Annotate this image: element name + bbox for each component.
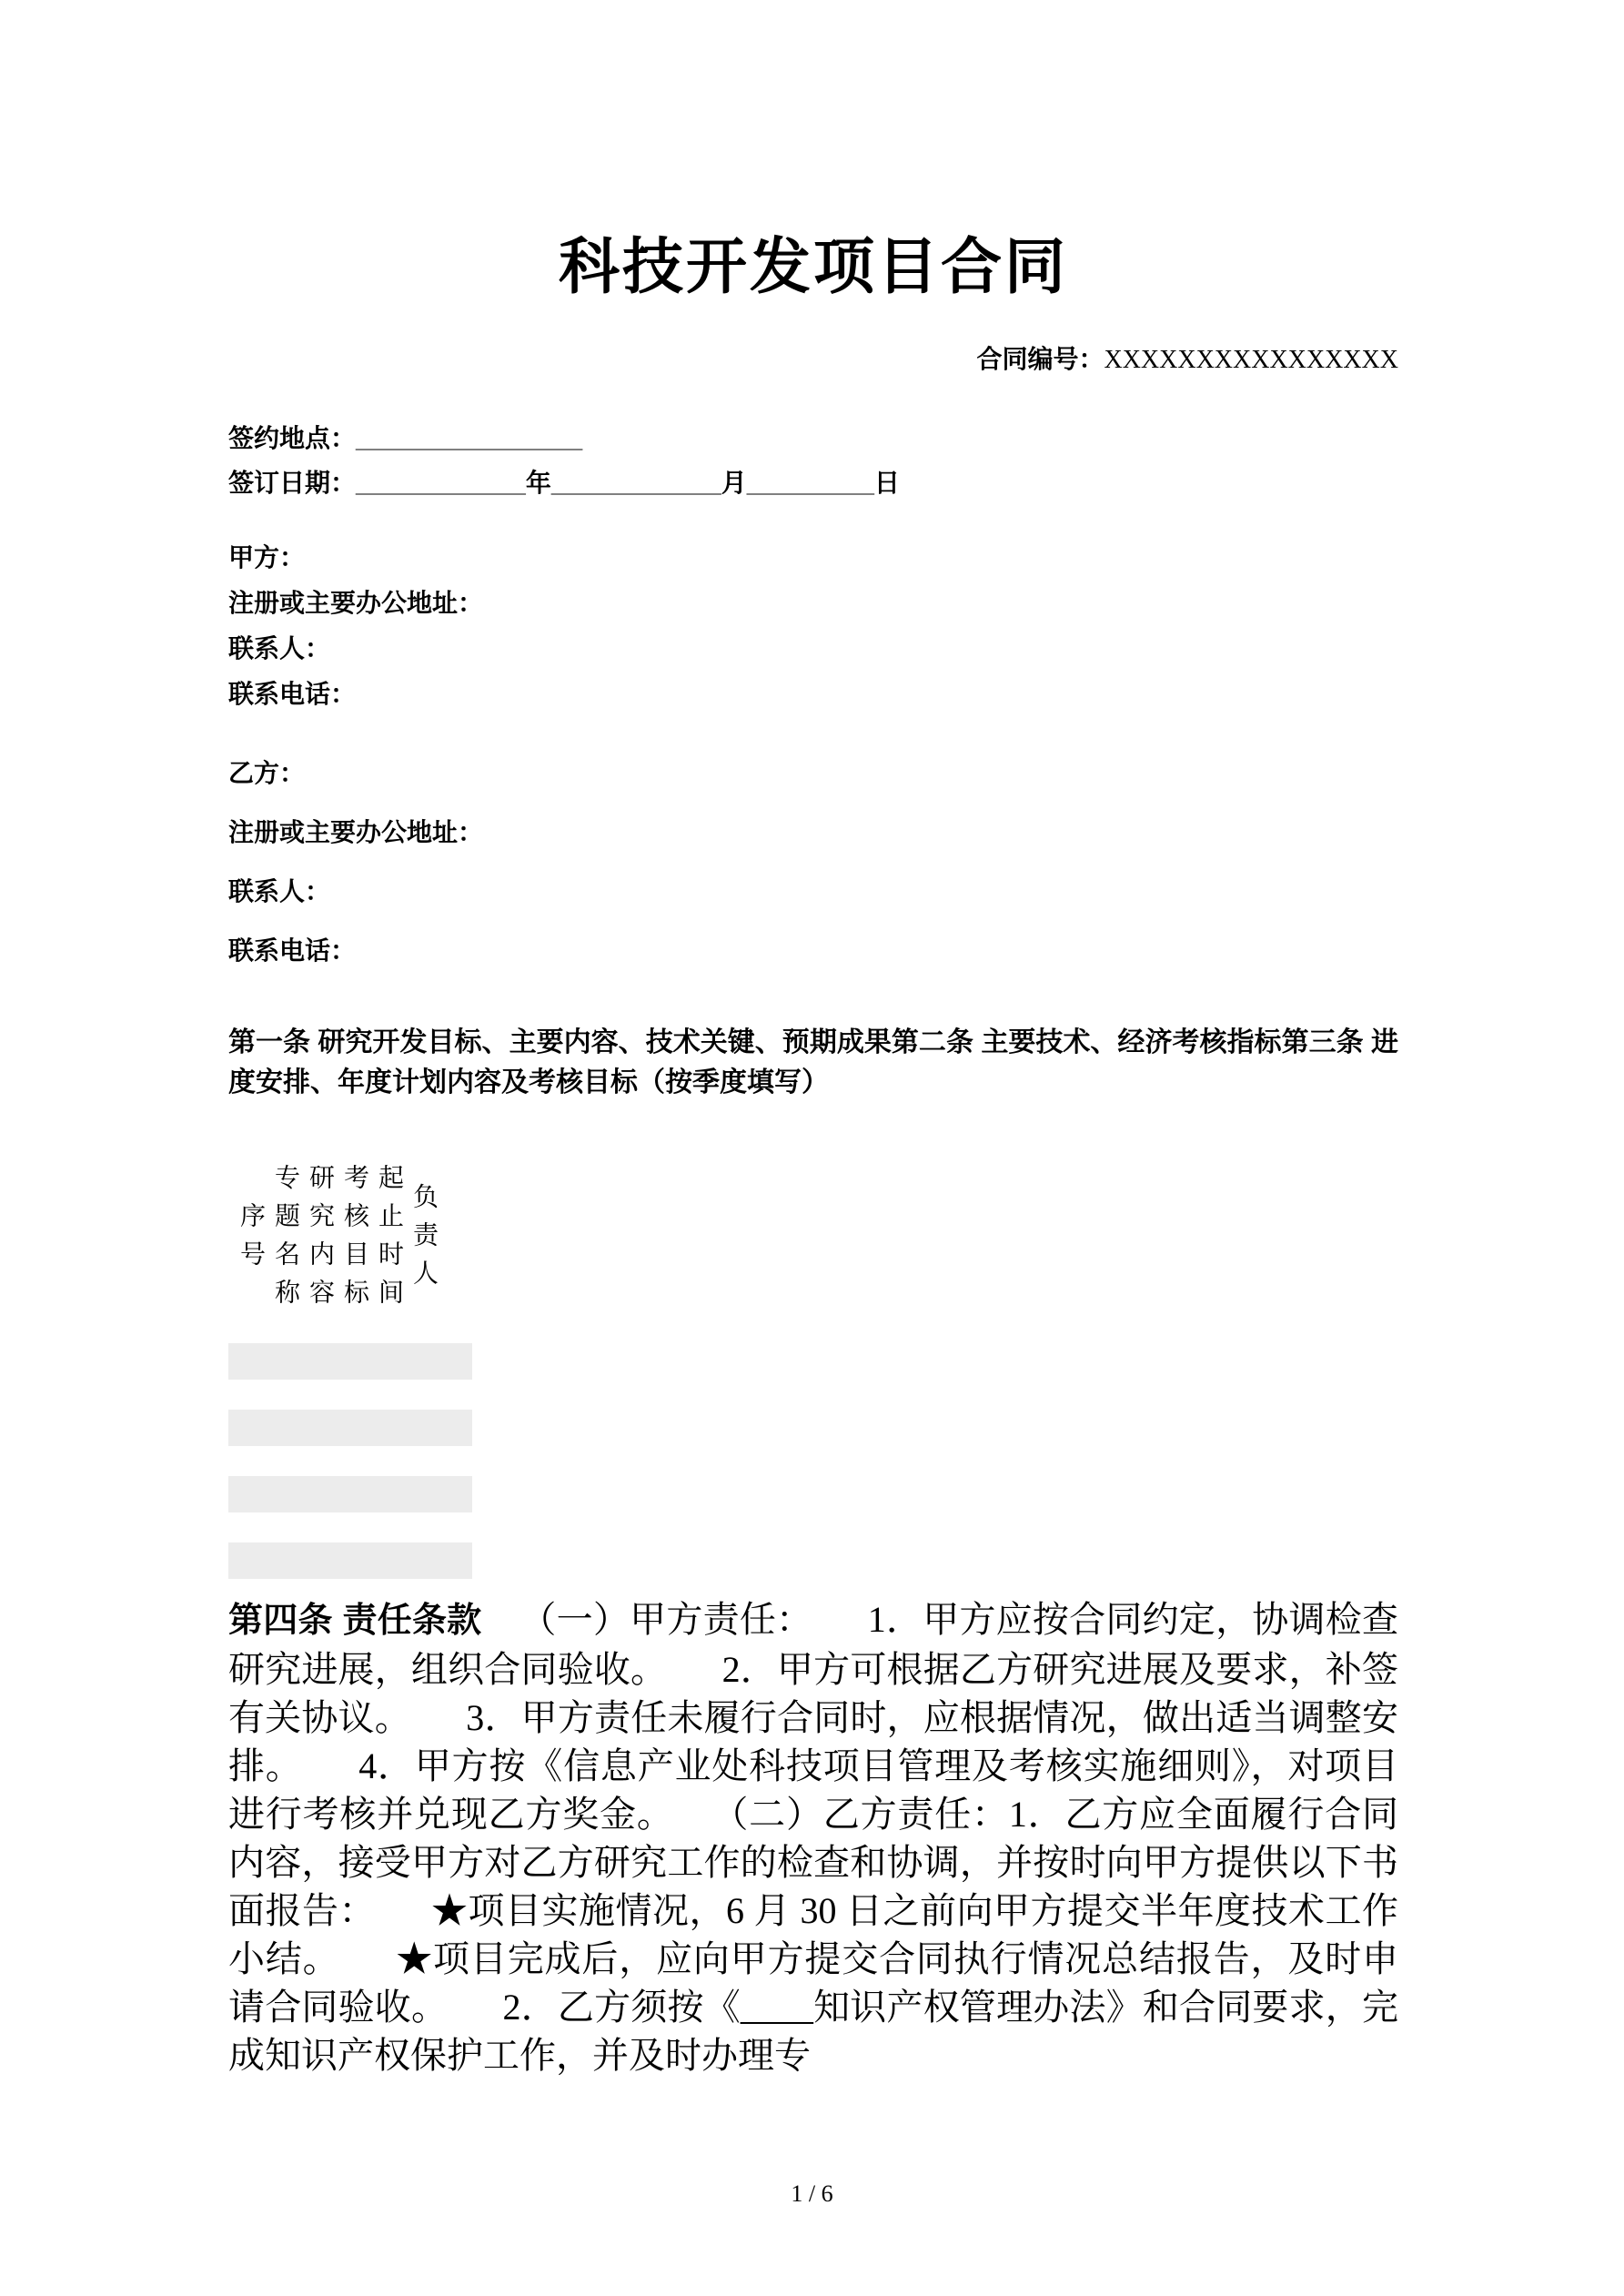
schedule-col-topic-name: 专题名称 xyxy=(272,1164,300,1317)
schedule-col-index: 序号 xyxy=(237,1202,266,1279)
clause4-body: （一）甲方责任： 1．甲方应按合同约定，协调检查研究进展，组织合同验收。 2．甲方可根据乙方研究进展及要求，补签有关协议。 3．甲方责任未履行合同时，应根据情况，做出适当调整安排。 4．甲方按《信息产业处科技项目管理及考核实施细则》，对项目进行考核并兑现乙方奖金。 （二）乙方责任：1．乙方应全面履行合同内容，接受甲方对乙方研究工作的检查和协调，并按时向甲方提供以下书面报告： ★项目实施情况，6 月 30 日之前向甲方提交半年度技术工作小结。 ★项目完成后，应向甲方提交合同执行情况总结报告，及时申请合同验收。 2．乙方须按《____知识产权管理办法》和合同要求，完成知识产权保护工作，并及时办理专 xyxy=(228,1599,1398,2076)
signing-place-line: 签约地点：________________ xyxy=(228,424,583,452)
schedule-table-rows xyxy=(228,1343,1398,1579)
party-b-block xyxy=(228,758,1398,966)
party-b-phone-label: 联系电话： xyxy=(228,936,357,965)
contract-number-label: 合同编号： xyxy=(976,345,1105,373)
clause4-paragraph xyxy=(228,1595,1398,2079)
party-a-block xyxy=(228,542,1398,710)
party-b-address-label: 注册或主要办公地址： xyxy=(228,818,484,846)
party-a-address-label: 注册或主要办公地址： xyxy=(228,589,484,617)
table-row-placeholder xyxy=(228,1542,472,1579)
schedule-col-leader: 负责人 xyxy=(410,1183,439,1298)
party-a-phone-label: 联系电话： xyxy=(228,680,357,708)
contract-number-value: XXXXXXXXXXXXXXXX xyxy=(1104,346,1398,374)
contract-number xyxy=(228,344,1398,376)
party-a-contact-label: 联系人： xyxy=(228,634,331,663)
clause4-heading: 第四条 责任条款 xyxy=(228,1602,482,1640)
table-row-placeholder xyxy=(228,1343,472,1380)
schedule-table-header-row xyxy=(228,1154,1398,1327)
schedule-col-duration: 起止时间 xyxy=(376,1164,404,1317)
page-content xyxy=(0,218,1624,2079)
schedule-col-assessment-target: 考核目标 xyxy=(341,1164,369,1317)
page-number: 1 / 6 xyxy=(791,2180,833,2207)
table-row-placeholder xyxy=(228,1410,472,1446)
party-a-name-label: 甲方： xyxy=(228,543,306,571)
signing-date-line: 签订日期：____________年____________月_________日 xyxy=(228,469,900,497)
schedule-col-research-content: 研究内容 xyxy=(307,1164,335,1317)
party-b-contact-label: 联系人： xyxy=(228,877,331,905)
clauses-intro-paragraph: 第一条 研究开发目标、主要内容、技术关键、预期成果第二条 主要技术、经济考核指标第三条 进度安排、年度计划内容及考核目标（按季度填写） xyxy=(228,1027,1398,1097)
party-b-name-label: 乙方： xyxy=(228,759,306,787)
page-title: 科技开发项目合同 xyxy=(559,234,1068,301)
table-row-placeholder xyxy=(228,1476,472,1512)
